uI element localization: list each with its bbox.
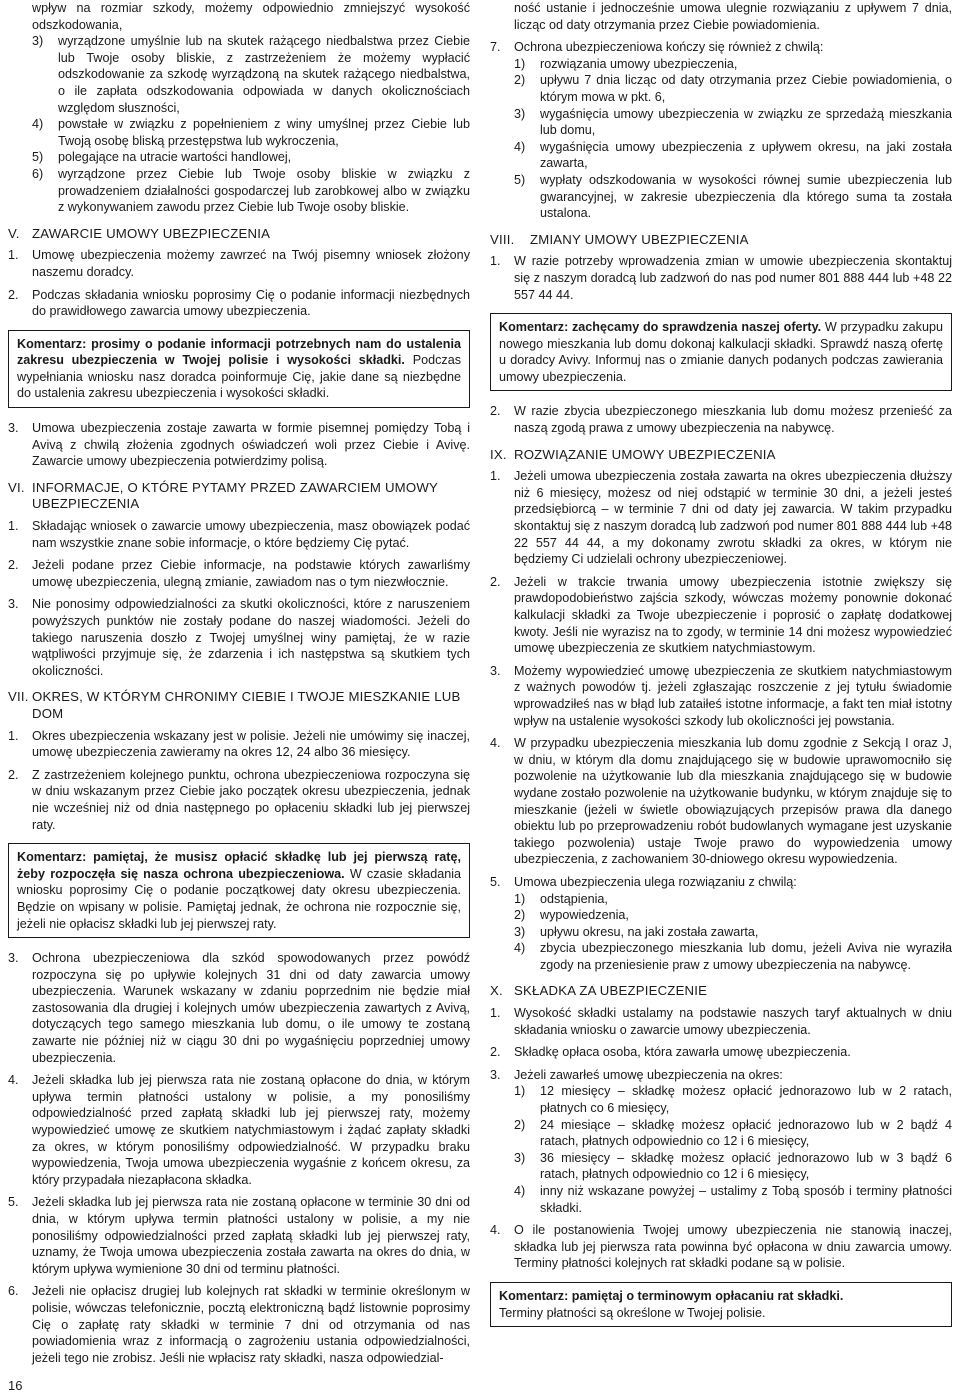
sub-item-number: 4) (514, 139, 526, 154)
sub-item-text: 12 miesięcy – składkę możesz opłacić jednorazowo lub w 2 ratach, płatnych co 6 miesięcy, (540, 1084, 952, 1116)
sub-item-text: inny niż wskazane powyżej – ustalimy z Tobą sposób i terminy płatności składki. (540, 1184, 952, 1215)
list-item-text: O ile postanowienia Twojej umowy ubezpieczenia nie stanowią inaczej, składka lub jej pierwsza rata powinna być opłacona w dniu zawarcia umowy. Terminy płatności kolejnych rat składki podane są w polisie. (514, 1223, 952, 1271)
list-item-text: Możemy wypowiedzieć umowę ubezpieczenia ze skutkiem natychmiastowym z ważnych powodów tj. jeżeli zgłaszając roszczenie z jej tytułu świadomie wprowadziłeś nas w błąd lub zataiłeś istotne informacje, a fakt ten miał istotny wpływ na ustalenie wysokości szkody lub okoliczności jej powstania. (514, 663, 952, 728)
list-item (490, 1005, 952, 1038)
list-item-number: 3. (8, 951, 19, 966)
sub-item (514, 106, 952, 139)
sub-item-text: wypłaty odszkodowania w wysokości równej sumie ubezpieczenia lub gwarancyjnej, w zakresie ubezpieczenia dla którego suma ta została ustalona. (540, 172, 952, 221)
list-item-text: wyrządzone umyślnie lub na skutek rażącego niedbalstwa przez Ciebie lub Twoje osoby bliskie, z zastrzeżeniem że możemy wypłacić odszkodowanie za szkodę wyrządzoną na skutek rażącego niedbalstwa, o ile zapłata odszkodowania odpowiada w danych okolicznościach względom słuszności, (58, 34, 470, 115)
sub-item-number: 1) (514, 1084, 526, 1099)
list-item (490, 1067, 952, 1216)
section-heading (8, 226, 470, 243)
comment-text: W przypadku zakupu nowego mieszkania lub domu dokonaj kalkulacji składki. Sprawdź naszą ofertę u doradcy Avivy. Informuj nas o zmianie danych podanych podczas zawierania umowy ubezpieczenia. (499, 320, 943, 384)
list-item (490, 1044, 952, 1061)
section-heading (490, 232, 952, 249)
section-title: ZAWARCIE UMOWY UBEZPIECZENIA (32, 225, 271, 241)
right-column (490, 0, 952, 1339)
sub-item (514, 56, 952, 73)
list-item-text: Okres ubezpieczenia wskazany jest w polisie. Jeżeli nie umówimy się inaczej, umowę ubezpieczenia zawieramy na okres 12, 24 albo 36 miesięcy. (32, 728, 470, 760)
sub-item-number: 3) (514, 924, 526, 939)
list-item (8, 1194, 470, 1277)
list-item (490, 253, 952, 303)
comment-box (490, 1282, 952, 1327)
comment-heading: Komentarz: prosimy o podanie informacji potrzebnych nam do ustalenia zakresu ubezpieczenia w Twojej polisie i wysokości składki. (17, 336, 461, 368)
sub-item-text: rozwiązania umowy ubezpieczenia, (540, 56, 738, 71)
list-item-text: Umowę ubezpieczenia możemy zawrzeć na Twój pisemny wniosek złożony naszemu doradcy. (32, 248, 470, 279)
sub-item-number: 1) (514, 891, 526, 906)
section-viii (490, 232, 952, 437)
list-item (8, 950, 470, 1066)
list-item (8, 247, 470, 280)
section-number: VII. (8, 689, 29, 705)
list-item-number: 2. (8, 287, 19, 302)
list-item-text: Ochrona ubezpieczeniowa kończy się również z chwilą: (514, 40, 824, 55)
section-title: OKRES, W KTÓRYM CHRONIMY CIEBIE I TWOJE MIESZKANIE LUB DOM (32, 689, 461, 721)
comment-box (8, 843, 470, 938)
sub-item-text: zbycia ubezpieczonego mieszkania lub domu, jeżeli Aviva nie wyraziła zgody na przeniesienie praw z umowy ubezpieczenia na nabywcę. (540, 941, 952, 972)
section-vii (8, 689, 470, 1366)
list-item-text: Umowa ubezpieczenia zostaje zawarta w formie pisemnej pomiędzy Tobą i Avivą z chwilą złożenia zgodnych oświadczeń woli przez Ciebie i Avivę. Zawarcie umowy ubezpieczenia potwierdzimy polisą. (32, 421, 470, 469)
list-item (490, 403, 952, 436)
list-item-text: Z zastrzeżeniem kolejnego punktu, ochrona ubezpieczeniowa rozpoczyna się w dniu wskazanym przez Ciebie jako początek okresu ubezpieczenia, jednak nie wcześniej niż od dnia następnego po opłaceniu składki lub jej pierwszej raty. (32, 767, 470, 832)
section-ix (490, 447, 952, 974)
list-item-number: 7. (490, 40, 501, 55)
sub-item (514, 1083, 952, 1116)
list-item-text: wpływ na rozmiar szkody, możemy odpowiednio zmniejszyć wysokość odszkodowania, (32, 1, 470, 32)
list-item-text: Podczas składania wniosku poprosimy Cię o podanie informacji niezbędnych do prawidłowego zawarcia umowy ubezpieczenia. (32, 287, 470, 319)
sub-item-number: 4) (514, 1184, 526, 1198)
sub-item-text: wygaśnięcia umowy ubezpieczenia z upływem okresu, na jaki została zawarta, (540, 139, 952, 171)
sub-item (514, 940, 952, 973)
list-item (8, 767, 470, 833)
sub-item-text: 36 miesięcy – składkę możesz opłacić jednorazowo lub w 3 bądź 6 ratach, płatnych odpowiednio co 12 i 6 miesięcy, (540, 1150, 952, 1182)
sub-item (514, 139, 952, 172)
list-item-text: Nie ponosimy odpowiedzialności za skutki okoliczności, które z naruszeniem powyższych punktów nie zostały podane do naszej wiadomości. Jeżeli do takiego naruszenia doszło z Twojej umyślnej winy pamiętaj, że w razie wątpliwości przyjmuje się, że zdarzenia i ich następstwa są skutkiem tych okoliczności. (32, 597, 470, 678)
list-item-number: 4. (8, 1073, 19, 1088)
comment-text: Podczas wypełniania wniosku nasz doradca poinformuje Cię, jakie dane są niezbędne do ustalenia zakresu ubezpieczenia i wysokości składki. (17, 353, 462, 401)
section-number: VIII. (490, 231, 515, 247)
list-item-number: 2. (8, 558, 19, 573)
list-item-number: 4. (490, 736, 501, 751)
list-item-number: 2. (490, 404, 501, 419)
list-item-number: 4) (32, 117, 44, 132)
list-item (490, 39, 952, 222)
list-item-number: 5. (490, 874, 501, 889)
list-item (8, 518, 470, 551)
intro-continuation (32, 0, 470, 216)
sub-item (514, 924, 952, 941)
list-item-body (514, 874, 952, 974)
sub-item-text: 24 miesiące – składkę możesz opłacić jednorazowo lub w 2 bądź 4 ratach, płatnych odpowiednio co 12 i 6 miesięcy, (540, 1117, 952, 1149)
sub-item (514, 891, 952, 908)
comment-text: W czasie składania wniosku poprosimy Cię o podanie początkowej daty okresu ubezpieczenia. Będzie on wpisany w polisie. Pamiętaj jednak, że ochrona nie rozpocznie się, jeżeli nie opłacisz składki lub jej pierwszej raty. (17, 866, 462, 931)
list-item (8, 1072, 470, 1188)
list-item (32, 0, 470, 33)
list-item-text: W przypadku ubezpieczenia mieszkania lub domu zgodnie z Sekcją I oraz J, w dniu, w którym dla domu znajdującego się w budowie uprawomocniło się pozwolenie na użytkowanie lub dla mieszkania znajdującego się w budowie wydane zostało pozwolenie na użytkowanie budynku, w którym znajduje się to mieszkanie (jeżeli w świetle obowiązujących przepisów prawa dla danego obiektu lub po przeprowadzeniu robót budowlanych wymagane jest uzyskanie takiego pozwolenia) ustaje Twoje prawo do wypowiedzenia umowy ubezpieczenia, z zachowaniem 30-dniowego okresu wypowiedzenia. (514, 736, 952, 867)
sub-item (514, 907, 952, 924)
sub-item-text: upływu 7 dnia licząc od daty otrzymania przez Ciebie powiadomienia, o którym mowa w pkt. 6, (540, 73, 952, 104)
section-x (490, 983, 952, 1327)
list-item-text: Jeżeli zawarłeś umowę ubezpieczenia na okres: (514, 1067, 783, 1082)
list-item-text: Jeżeli podane przez Ciebie informacje, na podstawie których zawarliśmy umowę ubezpieczenia, ulegną zmianie, zawiadom nas o tym niezwłocznie. (32, 558, 470, 589)
sub-item-number: 4) (514, 941, 526, 956)
list-item (490, 735, 952, 868)
comment-box (8, 330, 470, 408)
list-item (490, 874, 952, 974)
sub-item (514, 1150, 952, 1183)
list-item (8, 1283, 470, 1366)
section-v (8, 226, 470, 470)
list-item-text: Wysokość składki ustalamy na podstawie naszych taryf aktualnych w dniu składania wniosku o zawarcie umowy ubezpieczenia. (514, 1006, 952, 1037)
list-item-number: 4. (490, 1223, 501, 1238)
sub-item-text: wygaśnięcia umowy ubezpieczenia w związku ze sprzedażą mieszkania lub domu, (540, 106, 952, 138)
list-item-text: Jeżeli w trakcie trwania umowy ubezpieczenia istotnie zwiększy się prawdopodobieństwo zajścia szkody, wówczas możemy ponownie dokonać kalkulacji składki za Twoje ubezpieczenie i poprosić o zapłatę dodatkowej kwoty. Jeśli nie wyrazisz na to zgody, w terminie 14 dni możesz wypowiedzieć umowę ubezpieczenia ze skutkiem natychmiastowym. (514, 574, 952, 656)
list-item-number: 1. (490, 469, 501, 484)
section-number: X. (490, 983, 503, 999)
section-number: IX. (490, 446, 507, 462)
list-item-number: 3. (8, 597, 19, 612)
list-item-number: 1. (8, 248, 19, 263)
list-item (8, 728, 470, 761)
sub-item-text: upływu okresu, na jaki została zawarta, (540, 924, 759, 939)
list-item-text: Ochrona ubezpieczeniowa dla szkód spowodowanych przez powódź rozpoczyna się po upływie kolejnych 31 dni od daty zawarcia umowy ubezpieczenia. Warunek wskazany w zdaniu poprzednim nie będzie miał zastosowania dla drugiej i kolejnych umów ubezpieczenia zawartych z Avivą, dotyczących tego samego mieszkania lub domu, o ile umowy te zostaną zawarte nie później niż w ciągu 30 dni po wygaśnięciu poprzedniej umowy ubezpieczenia. (32, 951, 470, 1065)
list-item-text: Jeżeli składka lub jej pierwsza rata nie zostaną opłacone do dnia, w którym upływa termin płatności ustalony w polisie, a my ponosiliśmy odpowiedzialność przed zapłatą składki lub jej pierwszej raty, możemy wypowiedzieć umowę ze skutkiem natychmiastowym i żądać zapłaty składki za okres, w którym ponosiliśmy odpowiedzialność. W przypadku braku wypowiedzenia, Twoja umowa ubezpieczenia wygaśnie z końcem okresu, za który przypadała niezapłacona składka. (32, 1073, 470, 1187)
section-title: SKŁADKA ZA UBEZPIECZENIE (514, 983, 708, 999)
sub-item (514, 172, 952, 222)
list-item (32, 116, 470, 149)
list-item-number: 1. (8, 728, 19, 743)
list-item (490, 663, 952, 729)
list-item-text: Umowa ubezpieczenia ulega rozwiązaniu z chwilą: (514, 874, 797, 889)
list-item-number: 3) (32, 34, 44, 49)
list-item-number: 3. (490, 1067, 501, 1082)
list-item-text: wyrządzone przez Ciebie lub Twoje osoby bliskie w związku z prowadzeniem działalności gospodarczej lub zarobkowej albo w związku z wykonywaniem zawodu przez Ciebie lub Twoje osoby bliskie. (58, 166, 470, 215)
list-item-number: 1. (490, 1006, 501, 1021)
sub-item-text: wypowiedzenia, (540, 908, 629, 923)
comment-heading: Komentarz: pamiętaj o terminowym opłacaniu rat składki. (499, 1288, 844, 1303)
sub-item-number: 2) (514, 73, 526, 88)
list-item-number: 3. (490, 663, 501, 678)
section-heading (8, 480, 470, 513)
list-item-text: W razie zbycia ubezpieczonego mieszkania lub domu możesz przenieść za naszą zgodą prawa z umowy ubezpieczenia na nabywcę. (514, 404, 952, 436)
list-item-number: 3. (8, 421, 19, 436)
page-number: 16 (8, 1378, 23, 1393)
list-item-number: 5) (32, 150, 44, 165)
list-item-text: Składając wniosek o zawarcie umowy ubezpieczenia, masz obowiązek podać nam wszystkie znane sobie informacje, o które będziemy Cię pytać. (32, 519, 470, 550)
list-item (490, 574, 952, 657)
section-number: VI. (8, 479, 25, 495)
list-item-text: polegające na utracie wartości handlowej, (58, 150, 292, 165)
left-column (8, 0, 470, 1372)
list-item-text: Jeżeli nie opłacisz drugiej lub kolejnych rat składki w terminie określonym w polisie, wówczas telefonicznie, pocztą elektroniczną bądź listownie poprosimy Cię o zapłatę raty składki w terminie 7 dni od otrzymania od nas powiadomienia wraz z informacją o zagrożeniu ustania odpowiedzialności, jeżeli tego nie zrobisz. Jeśli nie wpłacisz raty składki, nasza odpowiedzial- (32, 1284, 470, 1365)
list-item (8, 596, 470, 679)
sub-item-number: 3) (514, 1150, 526, 1165)
list-item (32, 33, 470, 116)
section-title: ZMIANY UMOWY UBEZPIECZENIA (530, 231, 749, 247)
list-item-body (514, 39, 952, 222)
list-item-text: Jeżeli składka lub jej pierwsza rata nie zostaną opłacone w terminie 30 dni od dnia, w którym upływa termin płatności ustalony w polisie, a my nie ponosiliśmy odpowiedzialności przed zapłatą składki lub jej pierwszej raty, uznamy, że Twoja umowa ubezpieczenia została zawarta na okres do dnia, w którym upływa wymienione 30 dni od terminu płatności. (32, 1195, 470, 1276)
list-item-text: W razie potrzeby wprowadzenia zmian w umowie ubezpieczenia skontaktuj się z naszym doradcą lub zadzwoń do nas pod numer 801 888 444 lub +48 22 557 44 44. (514, 254, 952, 302)
sub-item-number: 2) (514, 1117, 526, 1132)
section-vi (8, 480, 470, 680)
list-item-number: 6) (32, 166, 44, 181)
list-item-number: 2. (8, 767, 19, 782)
sub-item-number: 1) (514, 56, 526, 71)
section-title: ROZWIĄZANIE UMOWY UBEZPIECZENIA (514, 446, 776, 462)
list-item-number: 1. (490, 254, 501, 269)
comment-text: Terminy płatności są określone w Twojej polisie. (499, 1305, 766, 1320)
list-item-text: Jeżeli umowa ubezpieczenia została zawarta na okres ubezpieczenia dłuższy niż 6 miesięcy, możesz od niej odstąpić w terminie 30 dni, a jeżeli jesteś przedsiębiorcą – w terminie 7 dni od daty jej zawarcia. W takim przypadku skontaktuj się z naszym doradcą lub zadzwoń pod numer 801 888 444 lub +48 22 557 44 44, a my dokonamy zwrotu składki za okres, w którym nie będziemy Ci udzielali ochrony ubezpieczeniowej. (514, 469, 952, 567)
comment-heading: Komentarz: zachęcamy do sprawdzenia naszej oferty. (499, 320, 822, 335)
section-heading (490, 983, 952, 1000)
list-item-text: Składkę opłaca osoba, która zawarła umowę ubezpieczenia. (514, 1045, 851, 1060)
sub-item (514, 1183, 952, 1216)
list-item-number: 2. (490, 1045, 501, 1060)
list-item-text: powstałe w związku z popełnieniem z winy umyślnej przez Ciebie lub Twoją osobę bliską przestępstwa lub wykroczenia, (58, 117, 470, 148)
list-item (8, 557, 470, 590)
sub-item-number: 5) (514, 172, 526, 187)
list-item-number: 1. (8, 519, 19, 534)
comment-box (490, 313, 952, 391)
comment-heading: Komentarz: pamiętaj, że musisz opłacić składkę lub jej pierwszą ratę, żeby rozpoczęła się nasza ochrona ubezpieczeniowa. (17, 850, 461, 881)
list-item-number: 5. (8, 1195, 19, 1210)
section-title: INFORMACJE, O KTÓRE PYTAMY PRZED ZAWARCIEM UMOWY UBEZPIECZENIA (32, 479, 438, 512)
list-item-number: 6. (8, 1284, 19, 1299)
sub-item-text: odstąpienia, (540, 891, 608, 906)
list-item (32, 166, 470, 216)
sub-item-number: 3) (514, 106, 526, 121)
section-heading (8, 689, 470, 722)
list-item-body (514, 1067, 952, 1216)
sub-item (514, 72, 952, 105)
list-item (32, 149, 470, 166)
list-item (490, 1222, 952, 1272)
sub-item-number: 2) (514, 908, 526, 923)
sub-item (514, 1117, 952, 1150)
section-heading (490, 447, 952, 464)
list-item (8, 287, 470, 320)
list-item (490, 468, 952, 568)
section-number: V. (8, 225, 20, 241)
continuation-text: ność ustanie i jednocześnie umowa ulegnie rozwiązaniu z upływem 7 dnia, licząc od daty otrzymania przez Ciebie powiadomienia. (514, 1, 952, 32)
list-item (8, 420, 470, 470)
list-item-number: 2. (490, 574, 501, 589)
